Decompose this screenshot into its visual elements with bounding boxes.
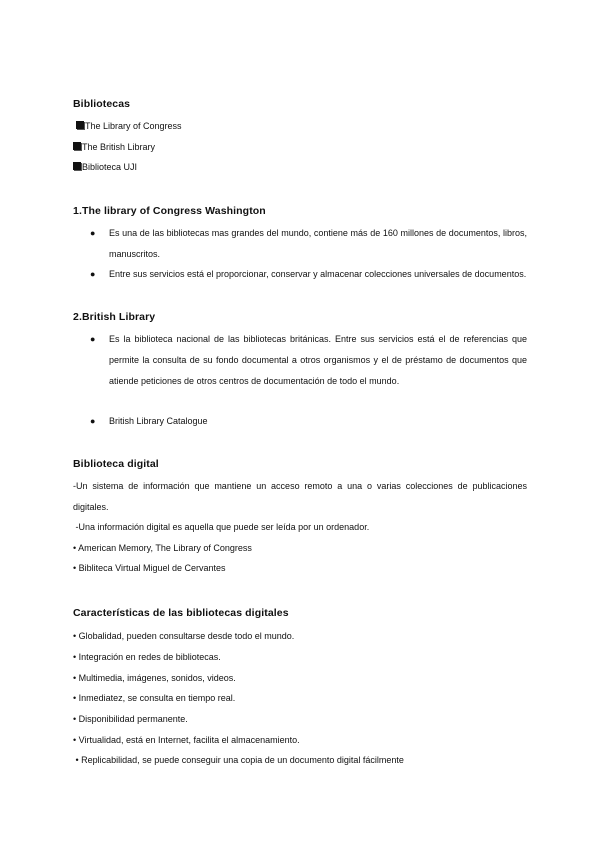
- digital-definition-2: -Una información digital es aquella que puede ser leída por un ordenador.: [73, 522, 370, 532]
- congress-heading: 1.The library of Congress Washington: [73, 205, 266, 217]
- list-item: The Library of Congress: [76, 121, 182, 131]
- bullet-icon: ●: [90, 228, 96, 238]
- congress-bullet-1: Es una de las bibliotecas mas grandes del mundo, contiene más de 160 millones de documentos, libros, manuscritos.: [109, 228, 527, 259]
- digital-heading: Biblioteca digital: [73, 458, 159, 470]
- list-item: • Globalidad, pueden consultarse desde todo el mundo.: [73, 631, 295, 641]
- bibliotecas-heading: Bibliotecas: [73, 98, 131, 110]
- list-item: Biblioteca UJI: [73, 162, 137, 172]
- bullet-icon: ●: [90, 269, 96, 279]
- list-item: • Virtualidad, está en Internet, facilita el almacenamiento.: [73, 735, 300, 745]
- bullet-icon: ●: [90, 334, 96, 344]
- british-bullet-1: Es la biblioteca nacional de las bibliotecas británicas. Entre sus servicios está el de referencias que permite la consulta de su fondo documental a otros organismos y el de préstamo de documentos que atiende peticiones de otros centros de documentación de todo el mundo.: [109, 334, 527, 386]
- bullet-icon: ●: [90, 416, 96, 426]
- congress-bullet-2: Entre sus servicios está el proporcionar, conservar y almacenar colecciones universales de documentos.: [109, 269, 527, 279]
- square-bullet-icon: [76, 121, 84, 129]
- british-bullet-2: British Library Catalogue: [109, 416, 208, 426]
- list-item: • American Memory, The Library of Congress: [73, 543, 252, 553]
- square-bullet-icon: [73, 162, 81, 170]
- square-bullet-icon: [73, 142, 81, 150]
- list-item: • Disponibilidad permanente.: [73, 714, 188, 724]
- list-item: • Inmediatez, se consulta en tiempo real.: [73, 693, 236, 703]
- caracteristicas-heading: Características de las bibliotecas digitales: [73, 607, 289, 619]
- list-item: • Replicabilidad, se puede conseguir una copia de un documento digital fácilmente: [73, 755, 404, 765]
- list-item: • Multimedia, imágenes, sonidos, videos.: [73, 673, 236, 683]
- list-item: The British Library: [73, 142, 155, 152]
- british-heading: 2.British Library: [73, 311, 156, 323]
- digital-definition: -Un sistema de información que mantiene un acceso remoto a una o varias colecciones de publicaciones digitales.: [73, 481, 527, 512]
- list-item: • Bibliteca Virtual Miguel de Cervantes: [73, 563, 226, 573]
- list-item: • Integración en redes de bibliotecas.: [73, 652, 221, 662]
